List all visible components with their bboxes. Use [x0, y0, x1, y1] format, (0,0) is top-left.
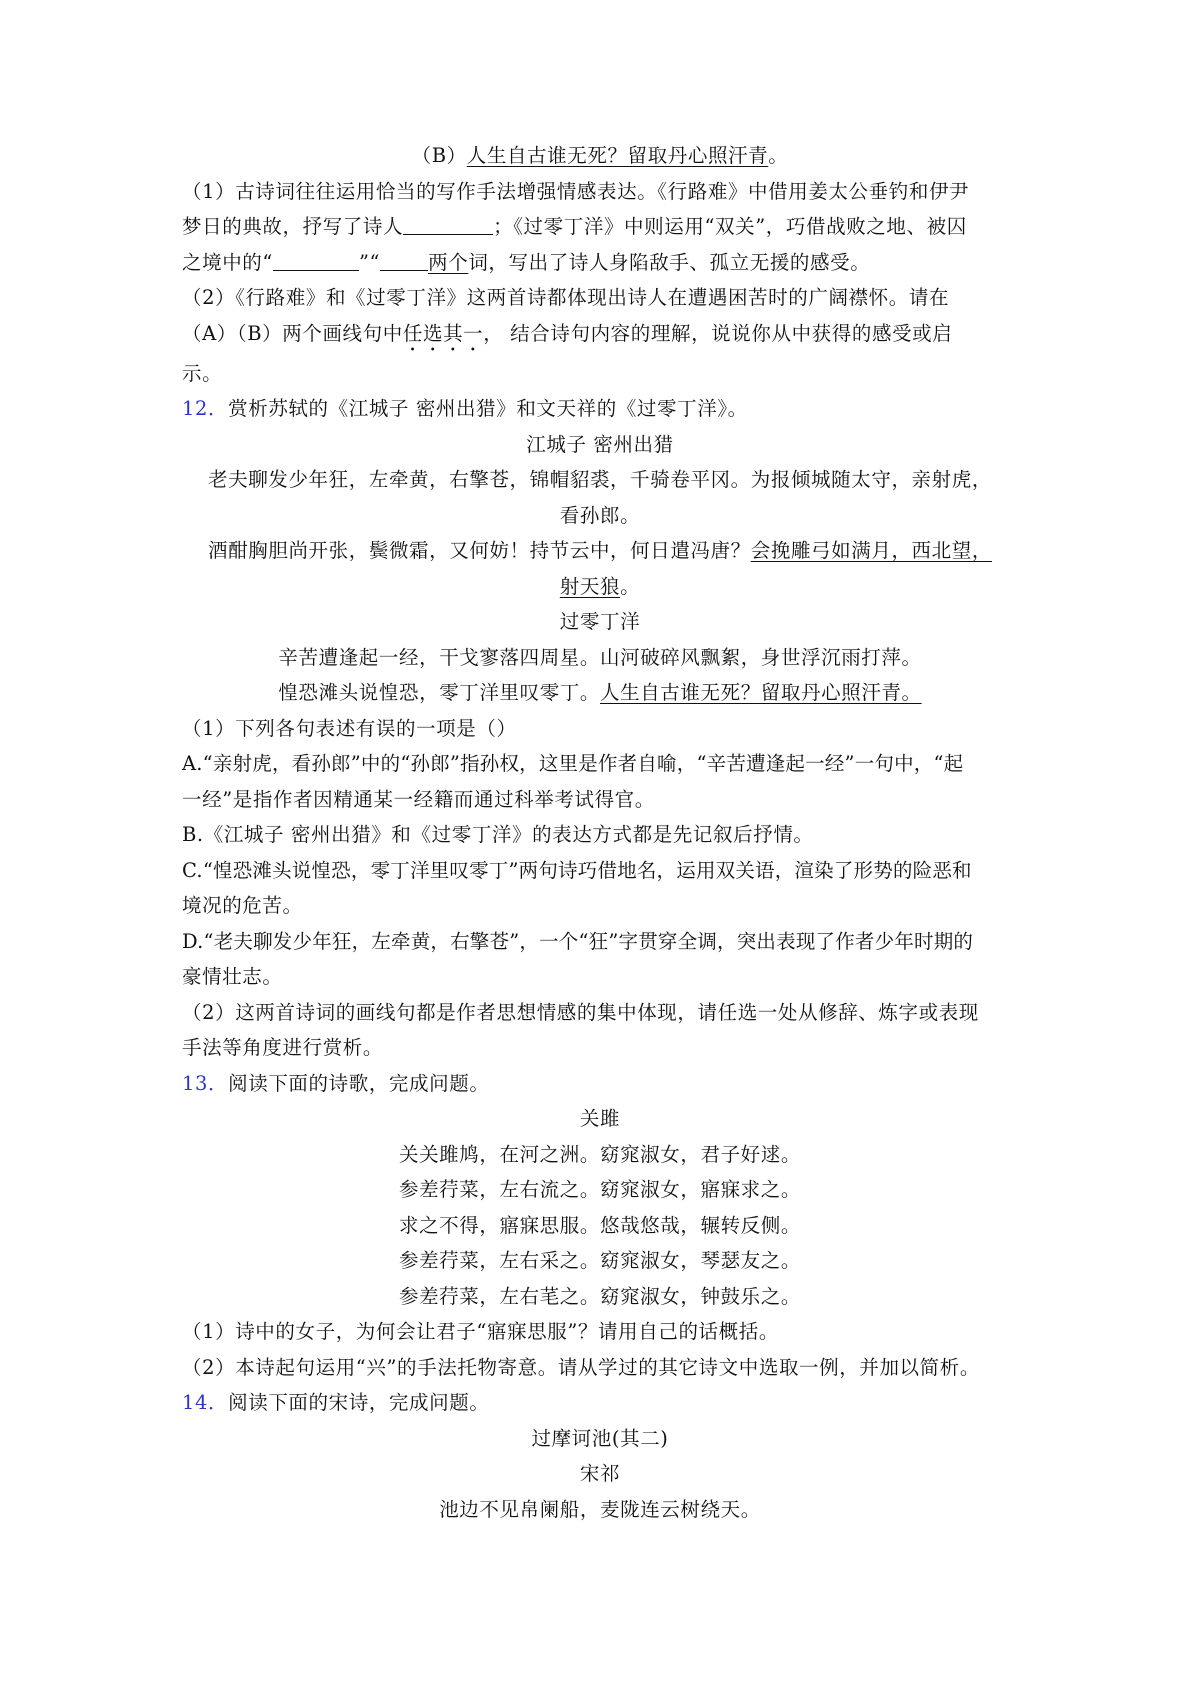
option-b: B.《江城子 密州出猎》和《过零丁洋》的表达方式都是先记叙后抒情。	[182, 823, 814, 846]
poem-line: 求之不得，寤寐思服。悠哉悠哉，辗转反侧。	[398, 1213, 801, 1237]
answer-blank[interactable]	[403, 212, 493, 235]
poem-line: 老夫聊发少年狂，左牵黄，右擎苍，锦帽貂裘，千骑卷平冈。为报倾城随太守，亲射虎，	[208, 468, 992, 491]
poem-line: 关关雎鸠，在河之洲。窈窕淑女，君子好逑。	[398, 1142, 801, 1166]
q12-sub2-line2: 手法等角度进行赏析。	[182, 1036, 384, 1059]
question-intro: 阅读下面的诗歌，完成问题。	[228, 1071, 490, 1095]
poem-underlined-text: 会挽雕弓如满月，西北望，	[750, 539, 992, 562]
q11-sub1-line3	[182, 245, 1018, 281]
q14-header	[182, 1385, 1018, 1421]
question-intro: 赏析苏轼的《江城子 密州出猎》和文天祥的《过零丁洋》。	[228, 397, 748, 420]
poem-text: 。	[620, 574, 641, 598]
option-d: D.“老夫聊发少年狂，左牵黄，右擎苍”，一个“狂”字贯穿全调，突出表现了作者少年时期的	[182, 929, 974, 953]
document-page	[182, 138, 1018, 1527]
q11-sub2-emphasis: 任选其一	[402, 321, 484, 345]
question-intro: 阅读下面的宋诗，完成问题。	[228, 1391, 490, 1414]
q11-sub1-text: 词，写出了诗人身陷敌手、孤立无援的感受。	[468, 250, 871, 274]
q11-sub2-text: （A）（B）两个画线句中	[182, 321, 403, 345]
q11-b-end: 。	[768, 144, 789, 167]
question-number: 14．	[182, 1391, 229, 1414]
poem-title: 江城子 密州出猎	[526, 432, 674, 456]
q12-header	[182, 391, 1018, 427]
poem-line: 参差荇菜，左右采之。窈窕淑女，琴瑟友之。	[398, 1249, 801, 1272]
poem-line: 池边不见帛阑船，麦陇连云树绕天。	[439, 1497, 761, 1521]
answer-blank[interactable]	[380, 248, 428, 271]
poem-line: 参差荇菜，左右芼之。窈窕淑女，钟鼓乐之。	[398, 1284, 801, 1308]
option-a: A.“亲射虎，看孙郎”中的“孙郎”指孙权，这里是作者自喻，“辛苦遭逢起一经”一句中，“起	[182, 752, 964, 775]
q11-sub1-text: 梦日的典故，抒写了诗人	[182, 215, 404, 238]
q11-sub2-line3: 示。	[182, 361, 223, 385]
q12-sub2-line1: （2）这两首诗词的画线句都是作者思想情感的集中体现，请任选一处从修辞、炼字或表现	[182, 1000, 979, 1024]
q11-sub1-line2	[182, 209, 1018, 245]
poem-author: 宋祁	[579, 1462, 621, 1485]
q11-sub2-line2	[182, 316, 1018, 356]
q13-sub2: （2）本诗起句运用“兴”的手法托物寄意。请从学过的其它诗文中选取一例，并加以简析。	[182, 1355, 980, 1379]
poem-line	[182, 569, 1018, 605]
q11-sub2-line1: （2）《行路难》和《过零丁洋》这两首诗都体现出诗人在遭遇困苦时的广阔襟怀。请在	[182, 286, 950, 309]
poem-line: 辛苦遭逢起一经，干戈寥落四周星。山河破碎风飘絮，身世浮沉雨打萍。	[278, 645, 922, 669]
poem-underlined-text: 射天狼	[559, 574, 621, 598]
q11-b-label: （B）	[411, 144, 467, 167]
poem-text: 酒酣胸胆尚开张，鬓微霜，又何妨！持节云中，何日遣冯唐？	[208, 539, 751, 562]
option-a-cont: 一经”是指作者因精通某一经籍而通过科举考试得官。	[182, 787, 655, 811]
q11-sub1-text: 之境中的“	[182, 250, 273, 274]
poem-line: 看孙郎。	[559, 503, 641, 527]
q11-sub2-text: ， 结合诗句内容的理解，说说你从中获得的感受或启	[483, 321, 953, 345]
poem-underlined-text: 人生自古谁无死？留取丹心照汗青。	[600, 681, 922, 704]
q11-sub1-text: ；《过零丁洋》中则运用“双关”，巧借战败之地、被囚	[493, 215, 967, 238]
q11-sub1-text: 两个	[428, 250, 469, 274]
answer-blank[interactable]	[273, 248, 359, 271]
q11-line-b	[182, 138, 1018, 174]
poem-title: 关雎	[579, 1107, 621, 1130]
q11-b-underlined: 人生自古谁无死？留取丹心照汗青	[466, 144, 769, 167]
option-d-cont: 豪情壮志。	[182, 965, 283, 988]
option-c: C.“惶恐滩头说惶恐，零丁洋里叹零丁”两句诗巧借地名，运用双关语，渲染了形势的险恶和	[182, 858, 972, 882]
poem-text: 惶恐滩头说惶恐，零丁洋里叹零丁。	[278, 681, 600, 704]
option-c-cont: 境况的危苦。	[182, 894, 303, 917]
poem-line: 参差荇菜，左右流之。窈窕淑女，寤寐求之。	[398, 1178, 801, 1201]
question-number: 13．	[182, 1071, 229, 1095]
q12-sub1: （1）下列各句表述有误的一项是（）	[182, 716, 517, 740]
question-number: 12．	[182, 397, 229, 420]
q13-header	[182, 1066, 1018, 1102]
poem-title: 过摩诃池(其二)	[531, 1426, 669, 1450]
poem-line	[182, 675, 1018, 711]
q11-sub1-text: ”“	[358, 250, 381, 274]
q11-sub1-line1: （1）古诗词往往运用恰当的写作手法增强情感表达。《行路难》中借用姜太公垂钓和伊尹	[182, 179, 970, 203]
poem-line	[182, 533, 1018, 569]
q13-sub1: （1）诗中的女子，为何会让君子“寤寐思服”？请用自己的话概括。	[182, 1320, 779, 1343]
poem-title: 过零丁洋	[559, 610, 641, 633]
